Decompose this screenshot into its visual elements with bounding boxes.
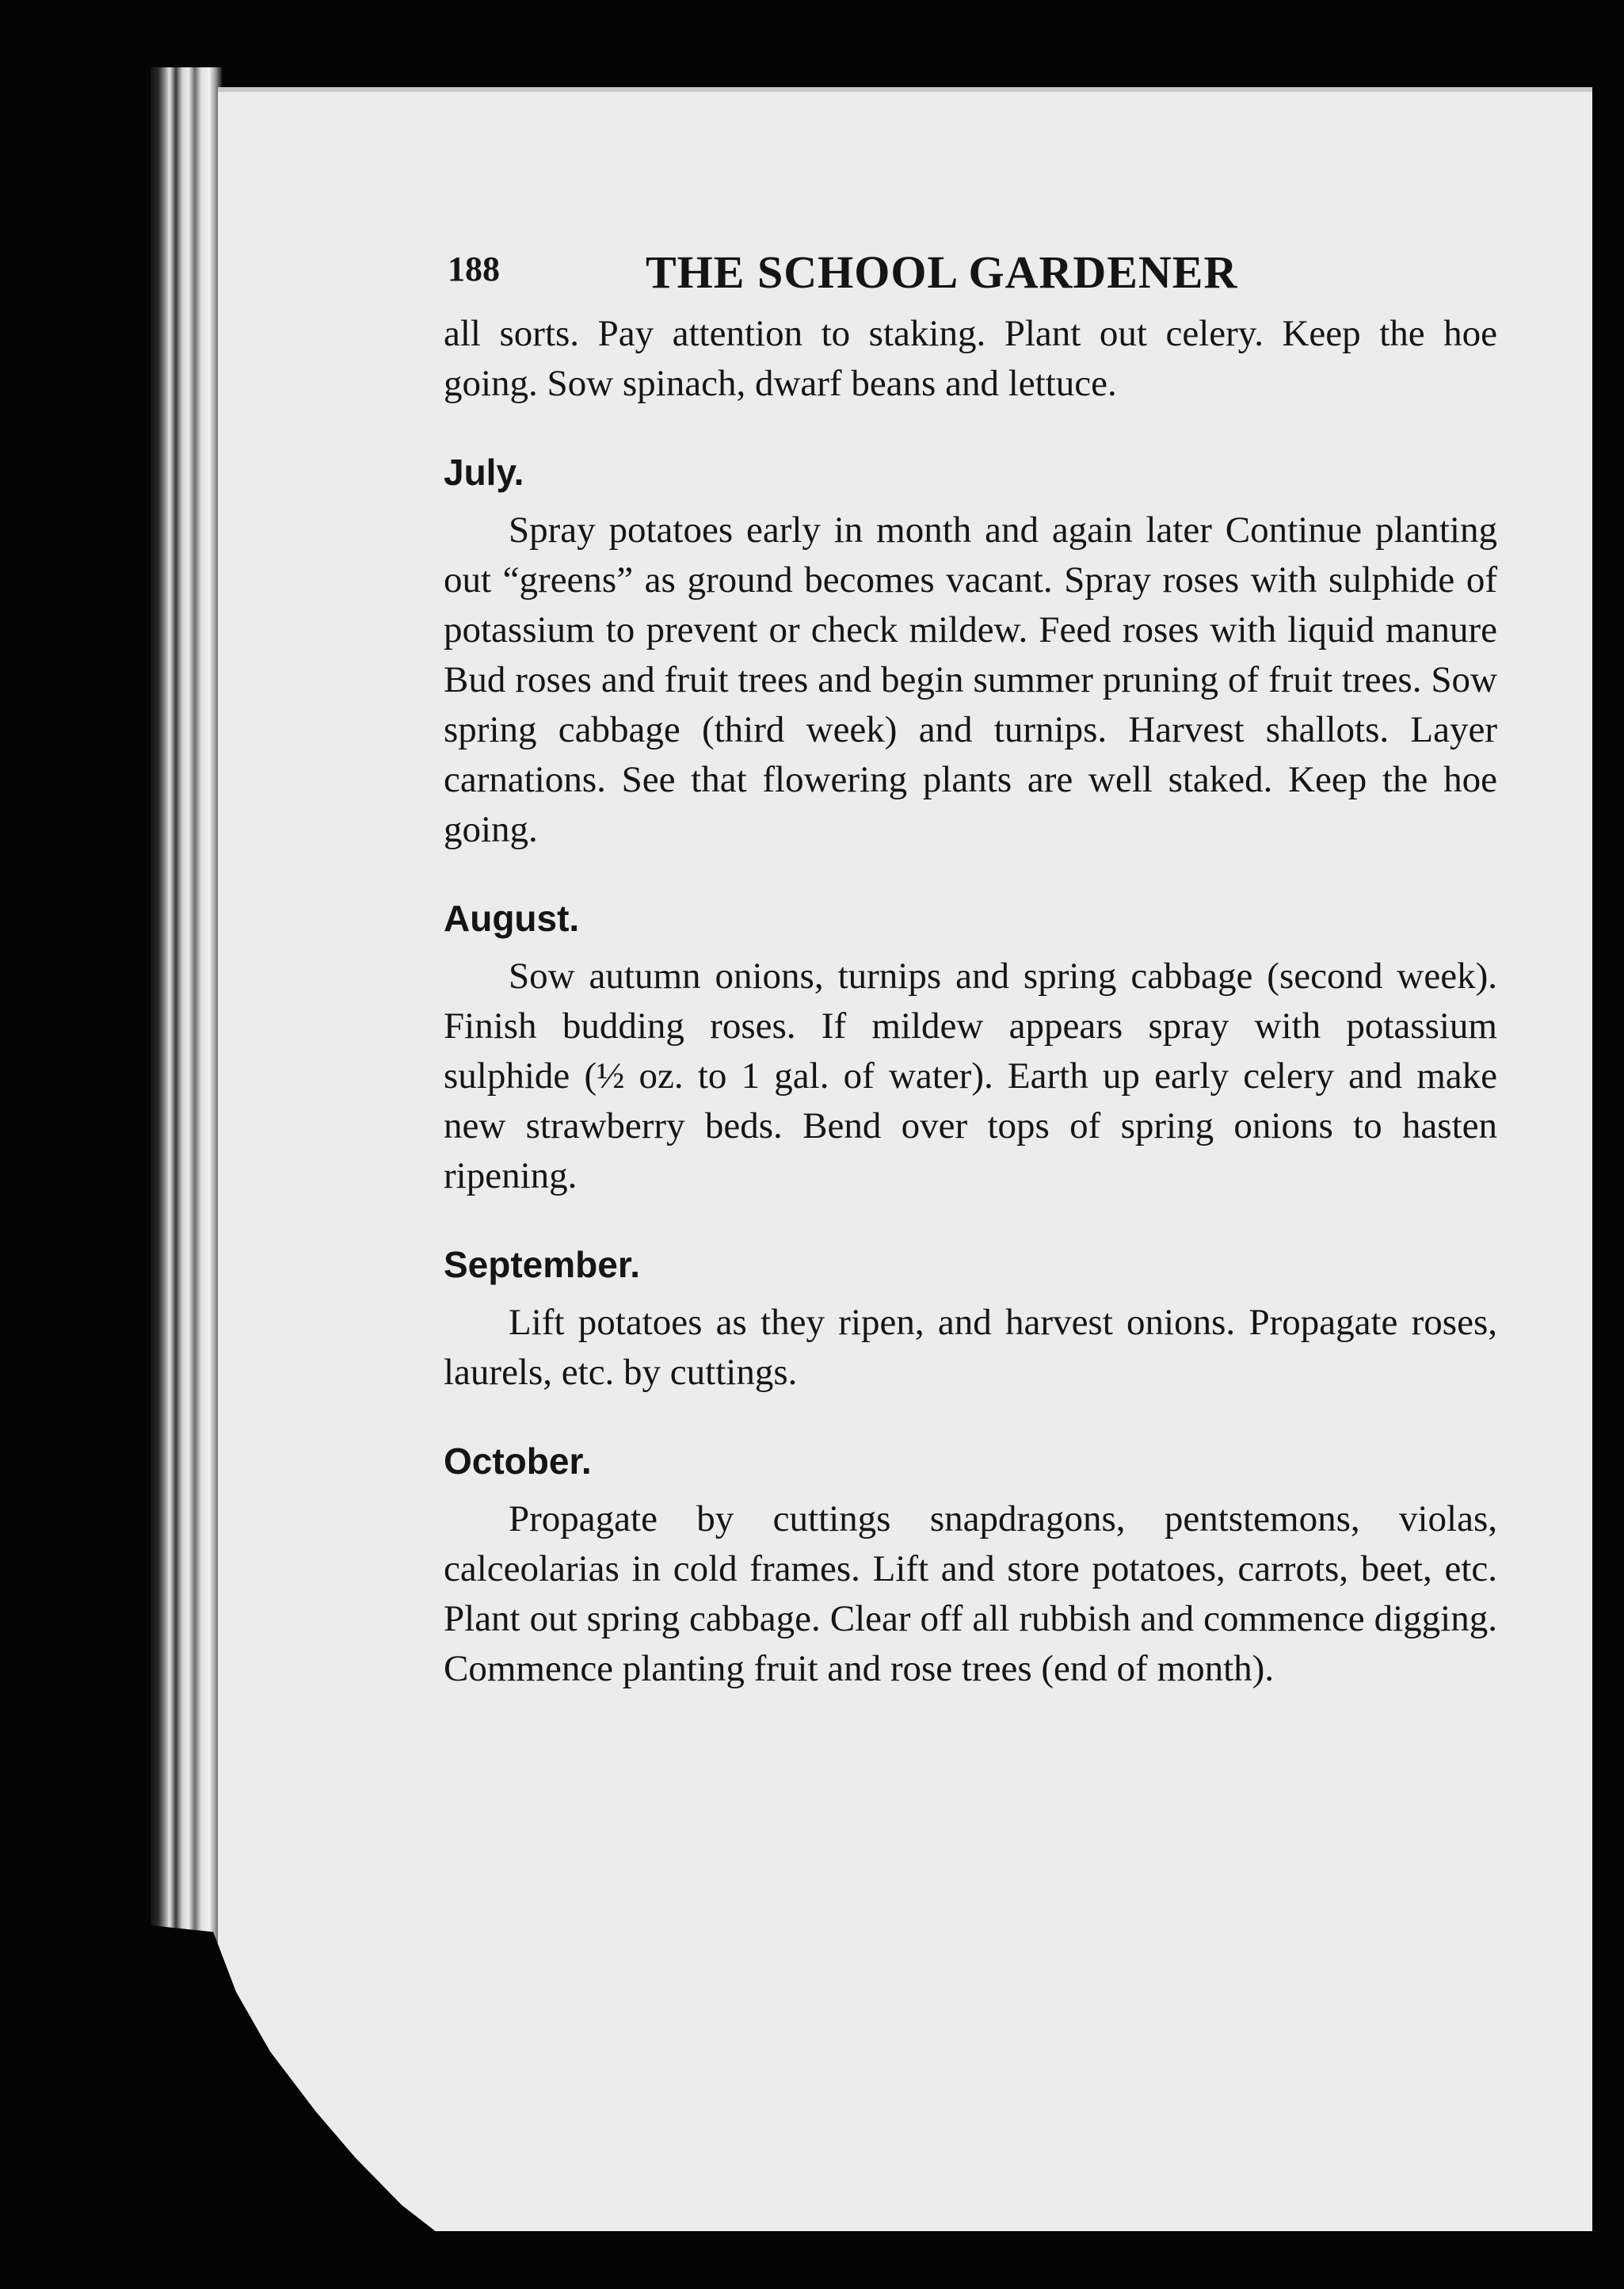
section-heading-september: September. [444, 1244, 640, 1285]
section-text-october: Propagate by cuttings snapdragons, pentstemons, violas, calceolarias in cold frames. Lift and store potatoes, carrots, beet, etc. Plant out spring cabbage. Clear off all rubbish and commence digging. Commence planting fruit and rose trees (end of month). [444, 1498, 1497, 1689]
running-head [444, 238, 1497, 301]
section-text-july: Spray potatoes early in month and again later Continue planting out “greens” as ground becomes vacant. Spray roses with sulphide of potassium to prevent or check mildew. Feed roses with liquid manure Bud roses and fruit trees and begin summer pruning of fruit trees. Sow spring cabbage (third week) and turnips. Harvest shallots. Layer carnations. See that flowering plants are well staked. Keep the hoe going. [444, 509, 1497, 850]
book-binding-edge [151, 67, 222, 2222]
opening-paragraph: all sorts. Pay attention to staking. Plant out celery. Keep the hoe going. Sow spinach, dwarf beans and lettuce. [444, 313, 1497, 404]
page-number: 188 [448, 250, 500, 288]
section-text-august: Sow autumn onions, turnips and spring cabbage (second week). Finish budding roses. If mildew appears spray with potassium sulphide (½ oz. to 1 gal. of water). Earth up early celery and make new strawberry beds. Bend over tops of spring onions to hasten ripening. [444, 956, 1497, 1196]
page-content [444, 238, 1497, 1694]
section-text-september: Lift potatoes as they ripen, and harvest onions. Propagate roses, laurels, etc. by cuttings. [444, 1302, 1497, 1393]
section-heading-july: July. [444, 452, 524, 493]
section-heading-august: August. [444, 898, 580, 939]
running-title: THE SCHOOL GARDENER [646, 246, 1238, 298]
section-heading-october: October. [444, 1440, 592, 1482]
